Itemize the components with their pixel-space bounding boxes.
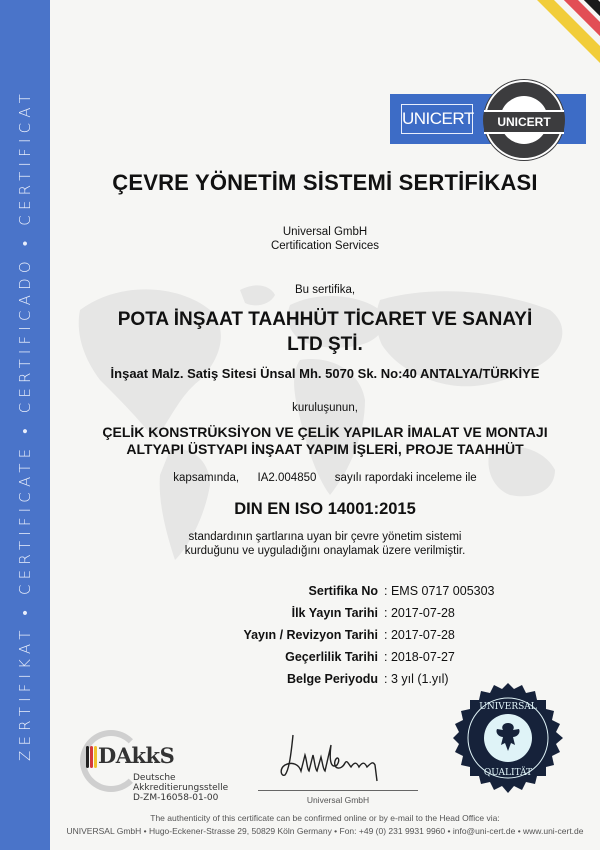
- detail-value: : 2017-07-28: [384, 628, 455, 642]
- detail-label: Sertifika No: [308, 584, 378, 598]
- detail-label: Belge Periyodu: [287, 672, 378, 686]
- organization-name: [50, 307, 600, 357]
- dakks-details: [133, 773, 228, 803]
- detail-value: : 2018-07-27: [384, 650, 455, 664]
- signature-caption: Universal GmbH: [306, 795, 370, 805]
- detail-value: : 3 yıl (1.yıl): [384, 672, 449, 686]
- sidebar-text: ZERTIFIKAT • CERTIFICATE • CERTIFICADO • CERTIFICAT: [16, 89, 34, 761]
- statement-line2: kurduğunu ve uyguladığını onaylamak üzere verilmiştir.: [184, 545, 466, 557]
- certificate-title: ÇEVRE YÖNETİM SİSTEMİ SERTİFİKASI: [112, 170, 538, 195]
- universal-unicert-seal-icon: [484, 80, 564, 160]
- dakks-logo: DAkkS: [98, 743, 175, 768]
- detail-label: İlk Yayın Tarihi: [291, 606, 378, 620]
- detail-row: [200, 624, 495, 646]
- report-line: [50, 471, 600, 485]
- sidebar-band: [0, 0, 50, 850]
- detail-label: Geçerlilik Tarihi: [285, 650, 378, 664]
- detail-row: [200, 668, 495, 690]
- detail-value: : 2017-07-28: [384, 606, 455, 620]
- organization-address: İnşaat Malz. Satiş Sitesi Ünsal Mh. 5070 Sk. No:40 ANTALYA/TÜRKİYE: [110, 366, 540, 381]
- universal-qualitat-seal-icon: [453, 683, 563, 793]
- detail-row: [200, 580, 495, 602]
- standard-name: DIN EN ISO 14001:2015: [234, 500, 416, 518]
- dakks-line3: D-ZM-16058-01-00: [133, 793, 219, 803]
- organization-name-line1: POTA İNŞAAT TAAHHÜT TİCARET VE SANAYİ: [117, 309, 533, 330]
- dakks-line1: Deutsche: [133, 773, 176, 783]
- detail-row: [200, 646, 495, 668]
- issuer-block: [50, 225, 600, 253]
- seal-bottom-text: QUALITÄT: [483, 768, 533, 778]
- signature-line: [258, 790, 418, 791]
- dakks-line2: Akkreditierungsstelle: [133, 783, 229, 793]
- signature-icon: [275, 725, 395, 785]
- german-flag-stripe-icon: [520, 0, 600, 70]
- organization-name-line2: LTD ŞTİ.: [287, 334, 363, 355]
- detail-value: : EMS 0717 005303: [384, 584, 495, 598]
- certificate-details: [200, 580, 495, 690]
- footer-contact: UNIVERSAL GmbH • Hugo-Eckener-Strasse 29, 50829 Köln Germany • Fon: +49 (0) 231 9931 9960 • info@uni-cert.de • www.uni-cert.de: [66, 826, 584, 836]
- issuer-name: Universal GmbH: [282, 226, 368, 238]
- dakks-accreditation: [78, 730, 288, 802]
- report-number: IA2.004850: [257, 472, 317, 484]
- organization-suffix: kuruluşunun,: [292, 402, 358, 414]
- scope-line1: ÇELİK KONSTRÜKSİYON VE ÇELİK YAPILAR İMALAT VE MONTAJI: [102, 424, 548, 440]
- unicert-logo: UNICERT: [401, 104, 473, 134]
- seal-center-text: UNICERT: [484, 110, 564, 134]
- report-suffix: sayılı rapordaki inceleme ile: [334, 472, 477, 484]
- seal-top-text: UNIVERSAL: [479, 702, 537, 712]
- intro-text: Bu sertifika,: [294, 284, 356, 296]
- footer-authenticity: The authenticity of this certificate can be confirmed online or by e-mail to the Head Office via:: [150, 813, 500, 823]
- statement-line1: standardının şartlarına uyan bir çevre yönetim sistemi: [188, 531, 462, 543]
- certificate-scope: [50, 424, 600, 458]
- issuer-subtitle: Certification Services: [270, 240, 379, 252]
- detail-row: [200, 602, 495, 624]
- scope-line2: ALTYAPI ÜSTYAPI İNŞAAT YAPIM İŞLERİ, PROJE TAAHHÜT: [126, 441, 524, 457]
- report-prefix: kapsamında,: [173, 472, 240, 484]
- statement: [50, 530, 600, 558]
- detail-label: Yayın / Revizyon Tarihi: [243, 628, 378, 642]
